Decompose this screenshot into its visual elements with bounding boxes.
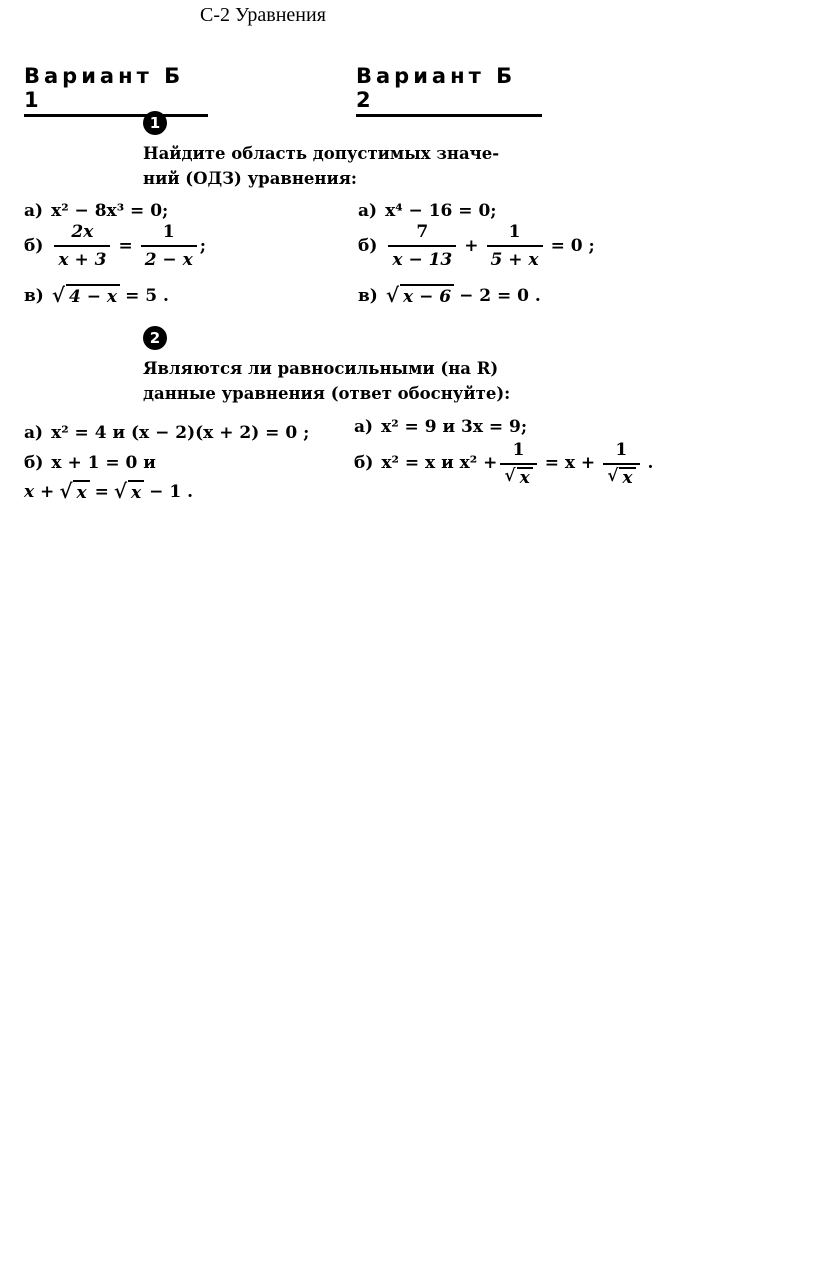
task-1-prompt-line-1: Найдите область допустимых значе- — [143, 144, 500, 163]
equation: x² = 9 и 3x = 9; — [381, 417, 528, 437]
task-1-prompt-line-2: ний (ОДЗ) уравнения: — [143, 169, 358, 188]
variant-b1-heading: Вариант Б 1 — [24, 64, 208, 117]
fraction: 1 √ x — [603, 440, 639, 487]
task-2-prompt-line-1: Являются ли равносильными (на R) — [143, 359, 499, 378]
square-root: √ x — [114, 480, 144, 504]
square-root: √ x — [59, 480, 89, 504]
task-2-item-b-variant-1-line-1: б) x + 1 = 0 и — [24, 453, 156, 473]
task-2-prompt — [143, 356, 510, 406]
variant-b2-heading: Вариант Б 2 — [356, 64, 542, 117]
fraction: $\frac{2x}{x + 3}$ — [54, 222, 110, 270]
fraction: 1 √ x — [500, 440, 536, 487]
task-2-prompt-line-2: данные уравнения (ответ обоснуйте): — [143, 384, 511, 403]
square-root: √ 4 − x — [52, 284, 120, 308]
task-2-item-b-variant-1-line-2: x + √ x = √ x − 1 . — [24, 479, 193, 503]
task-2-item-a-variant-1: а) x² = 4 и (x − 2)(x + 2) = 0 ; — [24, 423, 310, 443]
task-1-item-v-variant-1: в) √ 4 − x = 5 . — [24, 283, 169, 307]
task-1-item-a-variant-2: а) x⁴ − 16 = 0; — [358, 201, 497, 221]
fraction: $\frac{7}{x - 13}$ — [388, 222, 456, 270]
task-2-item-a-variant-2: а) x² = 9 и 3x = 9; — [354, 417, 528, 437]
square-root: √ x − 6 — [386, 284, 454, 308]
fraction: $\frac{1}{2 - x}$ — [141, 222, 197, 270]
square-root: √ x — [607, 467, 635, 487]
square-root: √ x — [504, 467, 532, 487]
equation: x² − 8x³ = 0; — [51, 201, 169, 221]
task-1-item-v-variant-2: в) √ x − 6 − 2 = 0 . — [358, 283, 541, 307]
task-2-number-badge: 2 — [143, 326, 167, 350]
task-1-prompt — [143, 141, 499, 191]
fraction: $\frac{1}{5 + x}$ — [487, 222, 543, 270]
task-1-number-badge: 1 — [143, 111, 167, 135]
task-2-item-b-variant-2: б) x² = x и x² + 1 √ x = x + 1 √ x . — [354, 440, 654, 488]
equation: x² = 4 и (x − 2)(x + 2) = 0 ; — [51, 423, 310, 443]
task-1-item-b-variant-2: б) $\frac{7}{x - 13}$ + $\frac{1}{5 + x}$ = 0 ; — [358, 222, 595, 270]
task-1-item-b-variant-1: б) $\frac{2x}{x + 3}$ = $\frac{1}{2 - x}$ ; — [24, 222, 207, 270]
equation: x⁴ − 16 = 0; — [385, 201, 497, 221]
task-1-item-a-variant-1: а) x² − 8x³ = 0; — [24, 201, 169, 221]
document-title: С-2 Уравнения — [200, 4, 326, 26]
